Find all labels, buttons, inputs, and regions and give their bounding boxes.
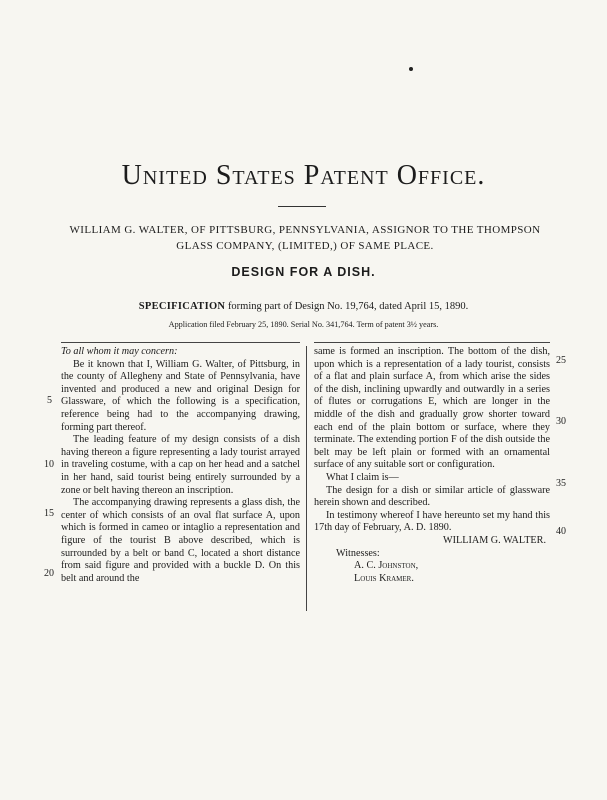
witnesses-label: Witnesses: [336,547,380,559]
line-number: 30 [556,416,566,427]
line-number: 25 [556,355,566,366]
left-column [61,346,300,585]
claim: The design for a dish or similar article of glassware herein shown and described. [314,484,550,509]
claim-intro: What I claim is— [326,471,399,483]
column-divider [306,346,307,611]
application-line: Application filed February 25, 1890. Serial No. 341,764. Term of patent 3½ years. [168,320,439,329]
paragraph: The accompanying drawing represents a glass dish, the center of which consists of an oval flat surface A, upon which is formed in cameo or intaglio a representation and figure of the tourist B above described, which is surrounded by a belt or band C, located a short distance from said figure and provided with a buckle D. On this belt and around the [61,497,300,584]
right-column [314,346,550,585]
specification-caps: SPECIFICATION [138,301,226,312]
heading-rule [278,206,326,207]
paragraph: The leading feature of my design consists of a dish having thereon a figure representing a lady tourist arrayed in traveling costume, with a cap on her head and a satchel in her hand, said tourist being entirely surrounded by a zone or belt having thereon an inscription. [61,434,300,496]
specification-rest: forming part of Design No. 19,764, dated April 15, 1890. [225,301,469,312]
specification-line [0,301,607,312]
line-number: 20 [44,568,54,579]
office-heading: United States Patent Office. [121,160,486,191]
testimony: In testimony whereof I have hereunto set my hand this 17th day of February, A. D. 1890. [314,509,550,534]
witness-name: Louis Kramer. [354,572,414,584]
paragraph: Be it known that I, William G. Walter, of Pittsburg, in the county of Allegheny and State of Pennsylvania, have invented and produced a new and original Design for Glassware, of which the following is a specification, reference being had to the accompanying drawing, forming part thereof. [61,358,300,433]
line-number: 15 [44,508,54,519]
signature: WILLIAM G. WALTER. [443,534,546,546]
line-number: 40 [556,526,566,537]
salutation: To all whom it may concern: [61,346,178,357]
line-number: 35 [556,478,566,489]
paragraph: same is formed an inscription. The bottom of the dish, upon which is a representation of a lady tourist, consists of a flat and plain surface A, from which arise the sides of the dish, inclining upwardly and outwardly in a series of flutes or corrugations E, which are longer in the middle of the dish and gradually grow shorter toward each end of the plain bottom or surface, where they terminate. The extending portion F of the dish outside the belt may be left plain or formed with an ornamental surface of any suitable sort or configuration. [314,346,550,471]
assignor-line: WILLIAM G. WALTER, OF PITTSBURG, PENNSYLVANIA, ASSIGNOR TO THE THOMPSON GLASS COMPANY, (LIMITED,) OF SAME PLACE. [69,224,541,252]
line-number: 10 [44,459,54,470]
ink-speck [409,67,413,71]
line-number: 5 [47,395,52,406]
witness-name: A. C. Johnston, [354,560,419,572]
design-title: DESIGN FOR A DISH. [231,265,376,279]
